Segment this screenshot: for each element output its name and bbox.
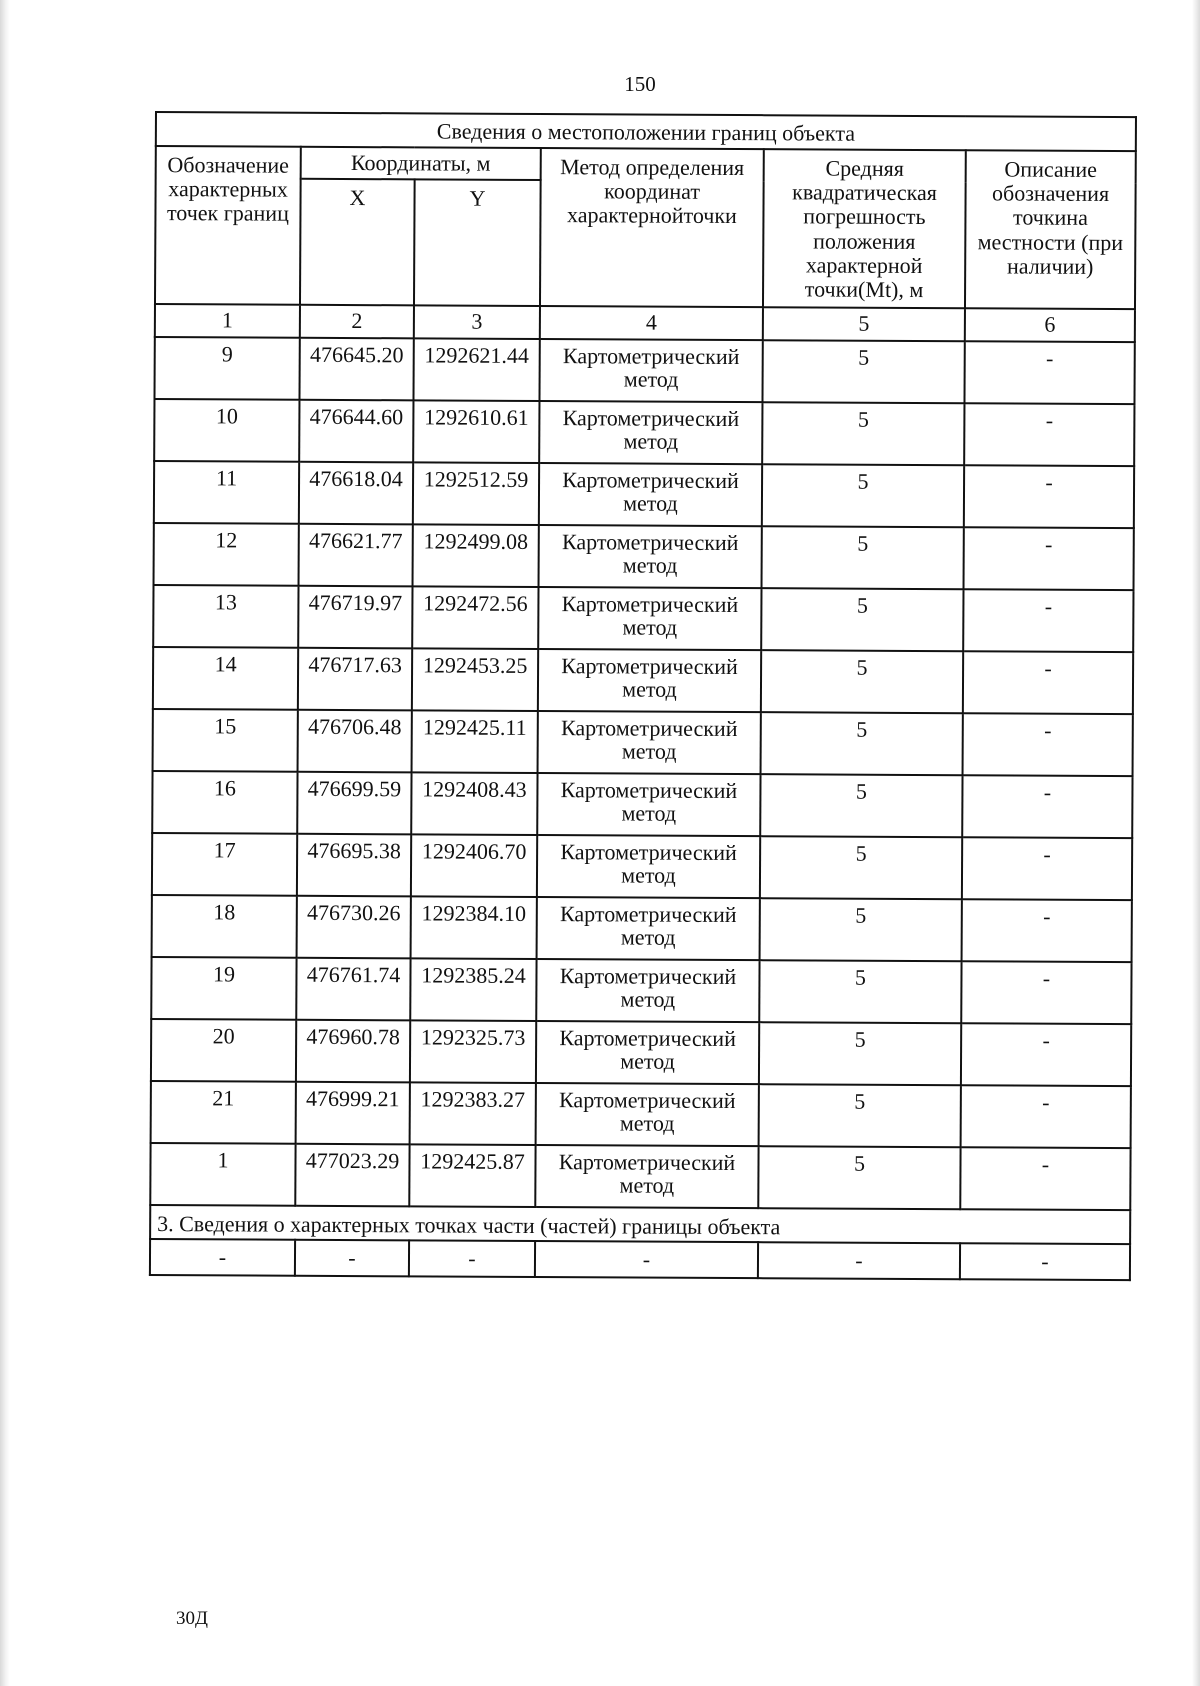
section3-cell: - (150, 1239, 295, 1276)
table-row (154, 337, 1134, 404)
section3-cell: - (535, 1241, 758, 1278)
y-coordinate-cell: 1292325.73 (410, 1020, 536, 1083)
y-coordinate-cell: 1292385.24 (410, 958, 536, 1021)
method-cell: Картометрический метод (539, 401, 762, 464)
x-coordinate-cell: 476960.78 (296, 1020, 410, 1083)
error-cell: 5 (761, 712, 963, 775)
point-cell: 15 (153, 709, 298, 772)
point-cell: 18 (152, 895, 297, 958)
section3-cell: - (409, 1240, 535, 1277)
error-cell: 5 (758, 1146, 960, 1209)
description-cell: - (964, 341, 1134, 404)
boundary-table (149, 111, 1137, 1281)
point-cell: 11 (154, 461, 299, 524)
table-row (152, 895, 1132, 962)
description-cell: - (963, 651, 1133, 714)
x-coordinate-cell: 476719.97 (298, 586, 412, 649)
scan-edge-right (1192, 0, 1200, 1686)
error-cell: 5 (762, 340, 964, 403)
section3-title: 3. Сведения о характерных точках части (частей) границы объекта (150, 1205, 1130, 1244)
table-body (150, 337, 1135, 1210)
error-cell: 5 (760, 898, 962, 961)
x-coordinate-cell: 477023.29 (295, 1144, 409, 1207)
header-description: Описание обозначения точкина местности (при наличии) (965, 150, 1136, 309)
error-cell: 5 (761, 588, 963, 651)
header-error: Средняя квадратическая погрешность положения характерной точки(Mt), м (763, 149, 966, 308)
y-coordinate-cell: 1292610.61 (413, 400, 539, 463)
error-cell: 5 (762, 464, 964, 527)
description-cell: - (962, 899, 1132, 962)
y-coordinate-cell: 1292512.59 (413, 462, 539, 525)
point-cell: 1 (150, 1143, 295, 1206)
header-y: Y (414, 179, 541, 306)
table-row (152, 771, 1132, 838)
description-cell: - (964, 403, 1134, 466)
y-coordinate-cell: 1292383.27 (410, 1082, 536, 1145)
point-cell: 16 (152, 771, 297, 834)
section3-cell: - (295, 1240, 409, 1277)
table-row (154, 399, 1134, 466)
method-cell: Картометрический метод (535, 1145, 758, 1208)
y-coordinate-cell: 1292425.11 (412, 710, 538, 773)
error-cell: 5 (759, 1084, 961, 1147)
table-row (153, 709, 1133, 776)
error-cell: 5 (761, 650, 963, 713)
y-coordinate-cell: 1292499.08 (413, 524, 539, 587)
column-number-row (155, 304, 1135, 342)
point-cell: 21 (151, 1081, 296, 1144)
table-row (152, 833, 1132, 900)
x-coordinate-cell: 476999.21 (296, 1082, 410, 1145)
section3 (150, 1205, 1130, 1280)
table-row (150, 1143, 1130, 1210)
method-cell: Картометрический метод (536, 1083, 759, 1146)
table-row (151, 1081, 1131, 1148)
table-row (153, 585, 1133, 652)
x-coordinate-cell: 476761.74 (296, 958, 410, 1021)
column-number: 1 (155, 304, 300, 338)
table-row (151, 1019, 1131, 1086)
description-cell: - (962, 837, 1132, 900)
method-cell: Картометрический метод (537, 835, 760, 898)
section3-cell: - (960, 1243, 1130, 1280)
description-cell: - (961, 1085, 1131, 1148)
method-cell: Картометрический метод (538, 587, 761, 650)
point-cell: 13 (153, 585, 298, 648)
error-cell: 5 (760, 774, 962, 837)
y-coordinate-cell: 1292384.10 (411, 896, 537, 959)
section3-row (150, 1239, 1130, 1280)
method-cell: Картометрический метод (537, 773, 760, 836)
header-method: Метод определения координат характернойточки (540, 148, 764, 307)
x-coordinate-cell: 476618.04 (299, 462, 413, 525)
y-coordinate-cell: 1292453.25 (412, 648, 538, 711)
table-row (154, 461, 1134, 528)
x-coordinate-cell: 476695.38 (297, 834, 411, 897)
point-cell: 20 (151, 1019, 296, 1082)
x-coordinate-cell: 476730.26 (297, 896, 411, 959)
table-row (153, 647, 1133, 714)
column-number: 3 (414, 305, 540, 339)
boundary-table-wrap (149, 111, 1135, 1281)
method-cell: Картометрический метод (539, 525, 762, 588)
description-cell: - (961, 961, 1131, 1024)
error-cell: 5 (759, 1022, 961, 1085)
y-coordinate-cell: 1292472.56 (412, 586, 538, 649)
footer-code: 30Д (176, 1608, 208, 1629)
description-cell: - (964, 465, 1134, 528)
column-number: 4 (540, 306, 763, 340)
error-cell: 5 (759, 960, 961, 1023)
method-cell: Картометрический метод (538, 649, 761, 712)
y-coordinate-cell: 1292621.44 (413, 338, 539, 401)
page-number: 150 (624, 72, 656, 96)
header-coords-group: Координаты, м (301, 147, 541, 180)
method-cell: Картометрический метод (538, 711, 761, 774)
x-coordinate-cell: 476706.48 (298, 710, 412, 773)
error-cell: 5 (760, 836, 962, 899)
description-cell: - (960, 1147, 1130, 1210)
description-cell: - (963, 713, 1133, 776)
method-cell: Картометрический метод (539, 339, 762, 402)
point-cell: 17 (152, 833, 297, 896)
x-coordinate-cell: 476621.77 (299, 524, 413, 587)
y-coordinate-cell: 1292425.87 (409, 1144, 535, 1207)
point-cell: 9 (154, 337, 299, 400)
x-coordinate-cell: 476717.63 (298, 648, 412, 711)
method-cell: Картометрический метод (536, 1021, 759, 1084)
point-cell: 14 (153, 647, 298, 710)
point-cell: 12 (154, 523, 299, 586)
x-coordinate-cell: 476699.59 (297, 772, 411, 835)
method-cell: Картометрический метод (539, 463, 762, 526)
x-coordinate-cell: 476644.60 (299, 400, 413, 463)
description-cell: - (963, 589, 1133, 652)
description-cell: - (964, 527, 1134, 590)
point-cell: 19 (151, 957, 296, 1020)
column-number: 6 (965, 308, 1135, 342)
description-cell: - (961, 1023, 1131, 1086)
column-number: 2 (300, 305, 414, 339)
table-row (151, 957, 1131, 1024)
method-cell: Картометрический метод (537, 897, 760, 960)
table-row (154, 523, 1134, 590)
table-title: Сведения о местоположении границ объекта (156, 112, 1136, 151)
point-cell: 10 (154, 399, 299, 462)
error-cell: 5 (762, 526, 964, 589)
section3-cell: - (758, 1242, 960, 1279)
header-point: Обозначение характерных точек границ (155, 146, 301, 305)
scan-edge-left (0, 0, 10, 1686)
x-coordinate-cell: 476645.20 (299, 338, 413, 401)
y-coordinate-cell: 1292408.43 (411, 772, 537, 835)
header-x: X (300, 179, 415, 306)
method-cell: Картометрический метод (536, 959, 759, 1022)
column-number: 5 (763, 307, 965, 341)
description-cell: - (962, 775, 1132, 838)
error-cell: 5 (762, 402, 964, 465)
y-coordinate-cell: 1292406.70 (411, 834, 537, 897)
